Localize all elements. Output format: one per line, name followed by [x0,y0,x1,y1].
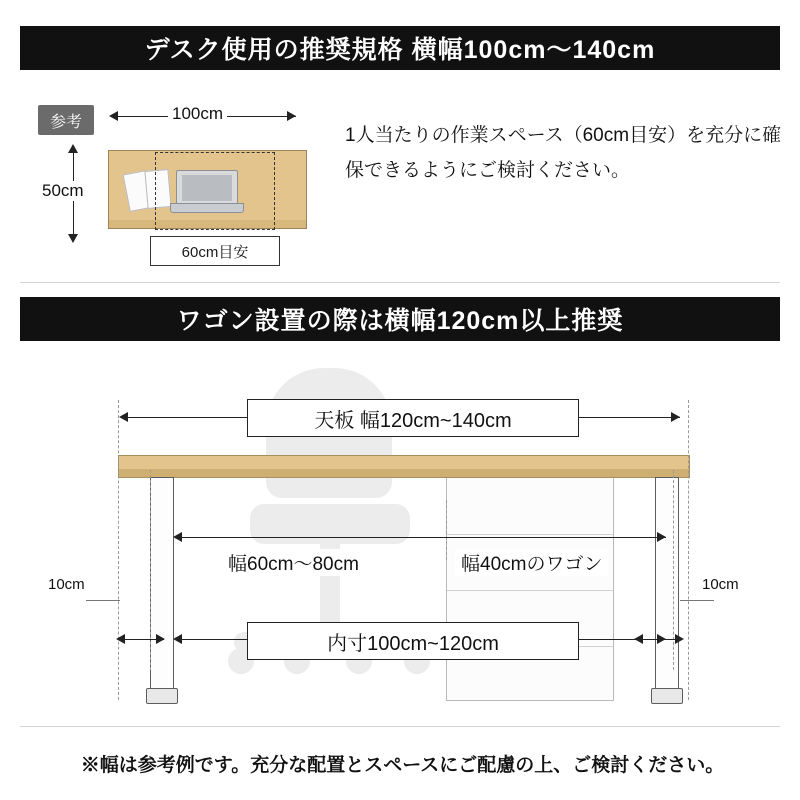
section-1-banner-text: デスク使用の推奨規格 横幅100cm～140cm [144,36,656,64]
desk-foot-left [146,688,178,704]
wagon-illustration [446,477,614,701]
desk-width-label-text: 天板 幅120cm~140cm [314,409,512,432]
inner-width-arrow-left-icon [173,634,182,644]
reference-badge [38,105,94,135]
guide-line-outer-right [688,400,689,700]
height-arrow-up-icon [68,144,78,153]
section-1-banner [20,26,780,70]
personal-space-dashed-box [155,152,275,230]
inner-space-arrow-right-icon [657,532,666,542]
footer-note: ※幅は参考例です。充分な配置とスペースにご配慮の上、ご検討ください。 [80,755,725,776]
left-margin-arrow-left-icon [116,634,125,644]
left-margin-leader-line [86,600,120,601]
desk-width-arrow-right-icon [671,412,680,422]
section-divider [20,282,780,283]
desk-leg-right [655,477,679,694]
inner-space-arrow-left-icon [173,532,182,542]
inner-width-label [247,622,579,660]
right-margin-arrow-right-icon [675,634,684,644]
section-2-banner [20,297,780,341]
personal-space-label-text: 60cm目安 [181,243,249,261]
desk-width-label [247,399,579,437]
right-margin-label: 10cm [702,576,739,593]
width-dimension-label: 100cm [168,104,227,124]
height-arrow-down-icon [68,234,78,243]
wagon-drawer-divider [447,590,613,591]
right-margin-leader-line [680,600,714,601]
right-margin-arrow-left-icon [634,634,643,644]
width-arrow-left-icon [109,111,118,121]
wagon-width-label: 幅40cmのワゴン [455,549,608,576]
width-arrow-right-icon [287,111,296,121]
desk-width-arrow-left-icon [119,412,128,422]
guide-line-leg-left [150,470,151,670]
guide-line-leg-right [673,470,674,670]
chair-space-label: 幅60cm〜80cm [222,549,365,576]
left-margin-arrow-right-icon [156,634,165,644]
left-margin-label: 10cm [48,576,85,593]
desk-foot-right [651,688,683,704]
inner-space-dimension-line [182,537,666,538]
reference-badge-text: 参考 [49,113,82,131]
footer-divider [20,726,780,727]
guide-line-outer-left [118,400,119,700]
desk-top-edge [118,469,690,478]
desk-leg-left [150,477,174,694]
personal-space-label [150,236,280,266]
section-1-note: 1人当たりの作業スペース（60cm目安）を充分に確保できるようにご検討ください。 [345,125,782,182]
wagon-drawer-divider [447,534,613,535]
chair-seat [250,504,410,544]
height-dimension-label: 50cm [38,181,88,201]
guide-line-wagon-left [446,500,447,560]
inner-width-label-text: 内寸100cm~120cm [327,632,499,655]
section-2-banner-text: ワゴン設置の際は横幅120cm以上推奨 [176,307,624,335]
